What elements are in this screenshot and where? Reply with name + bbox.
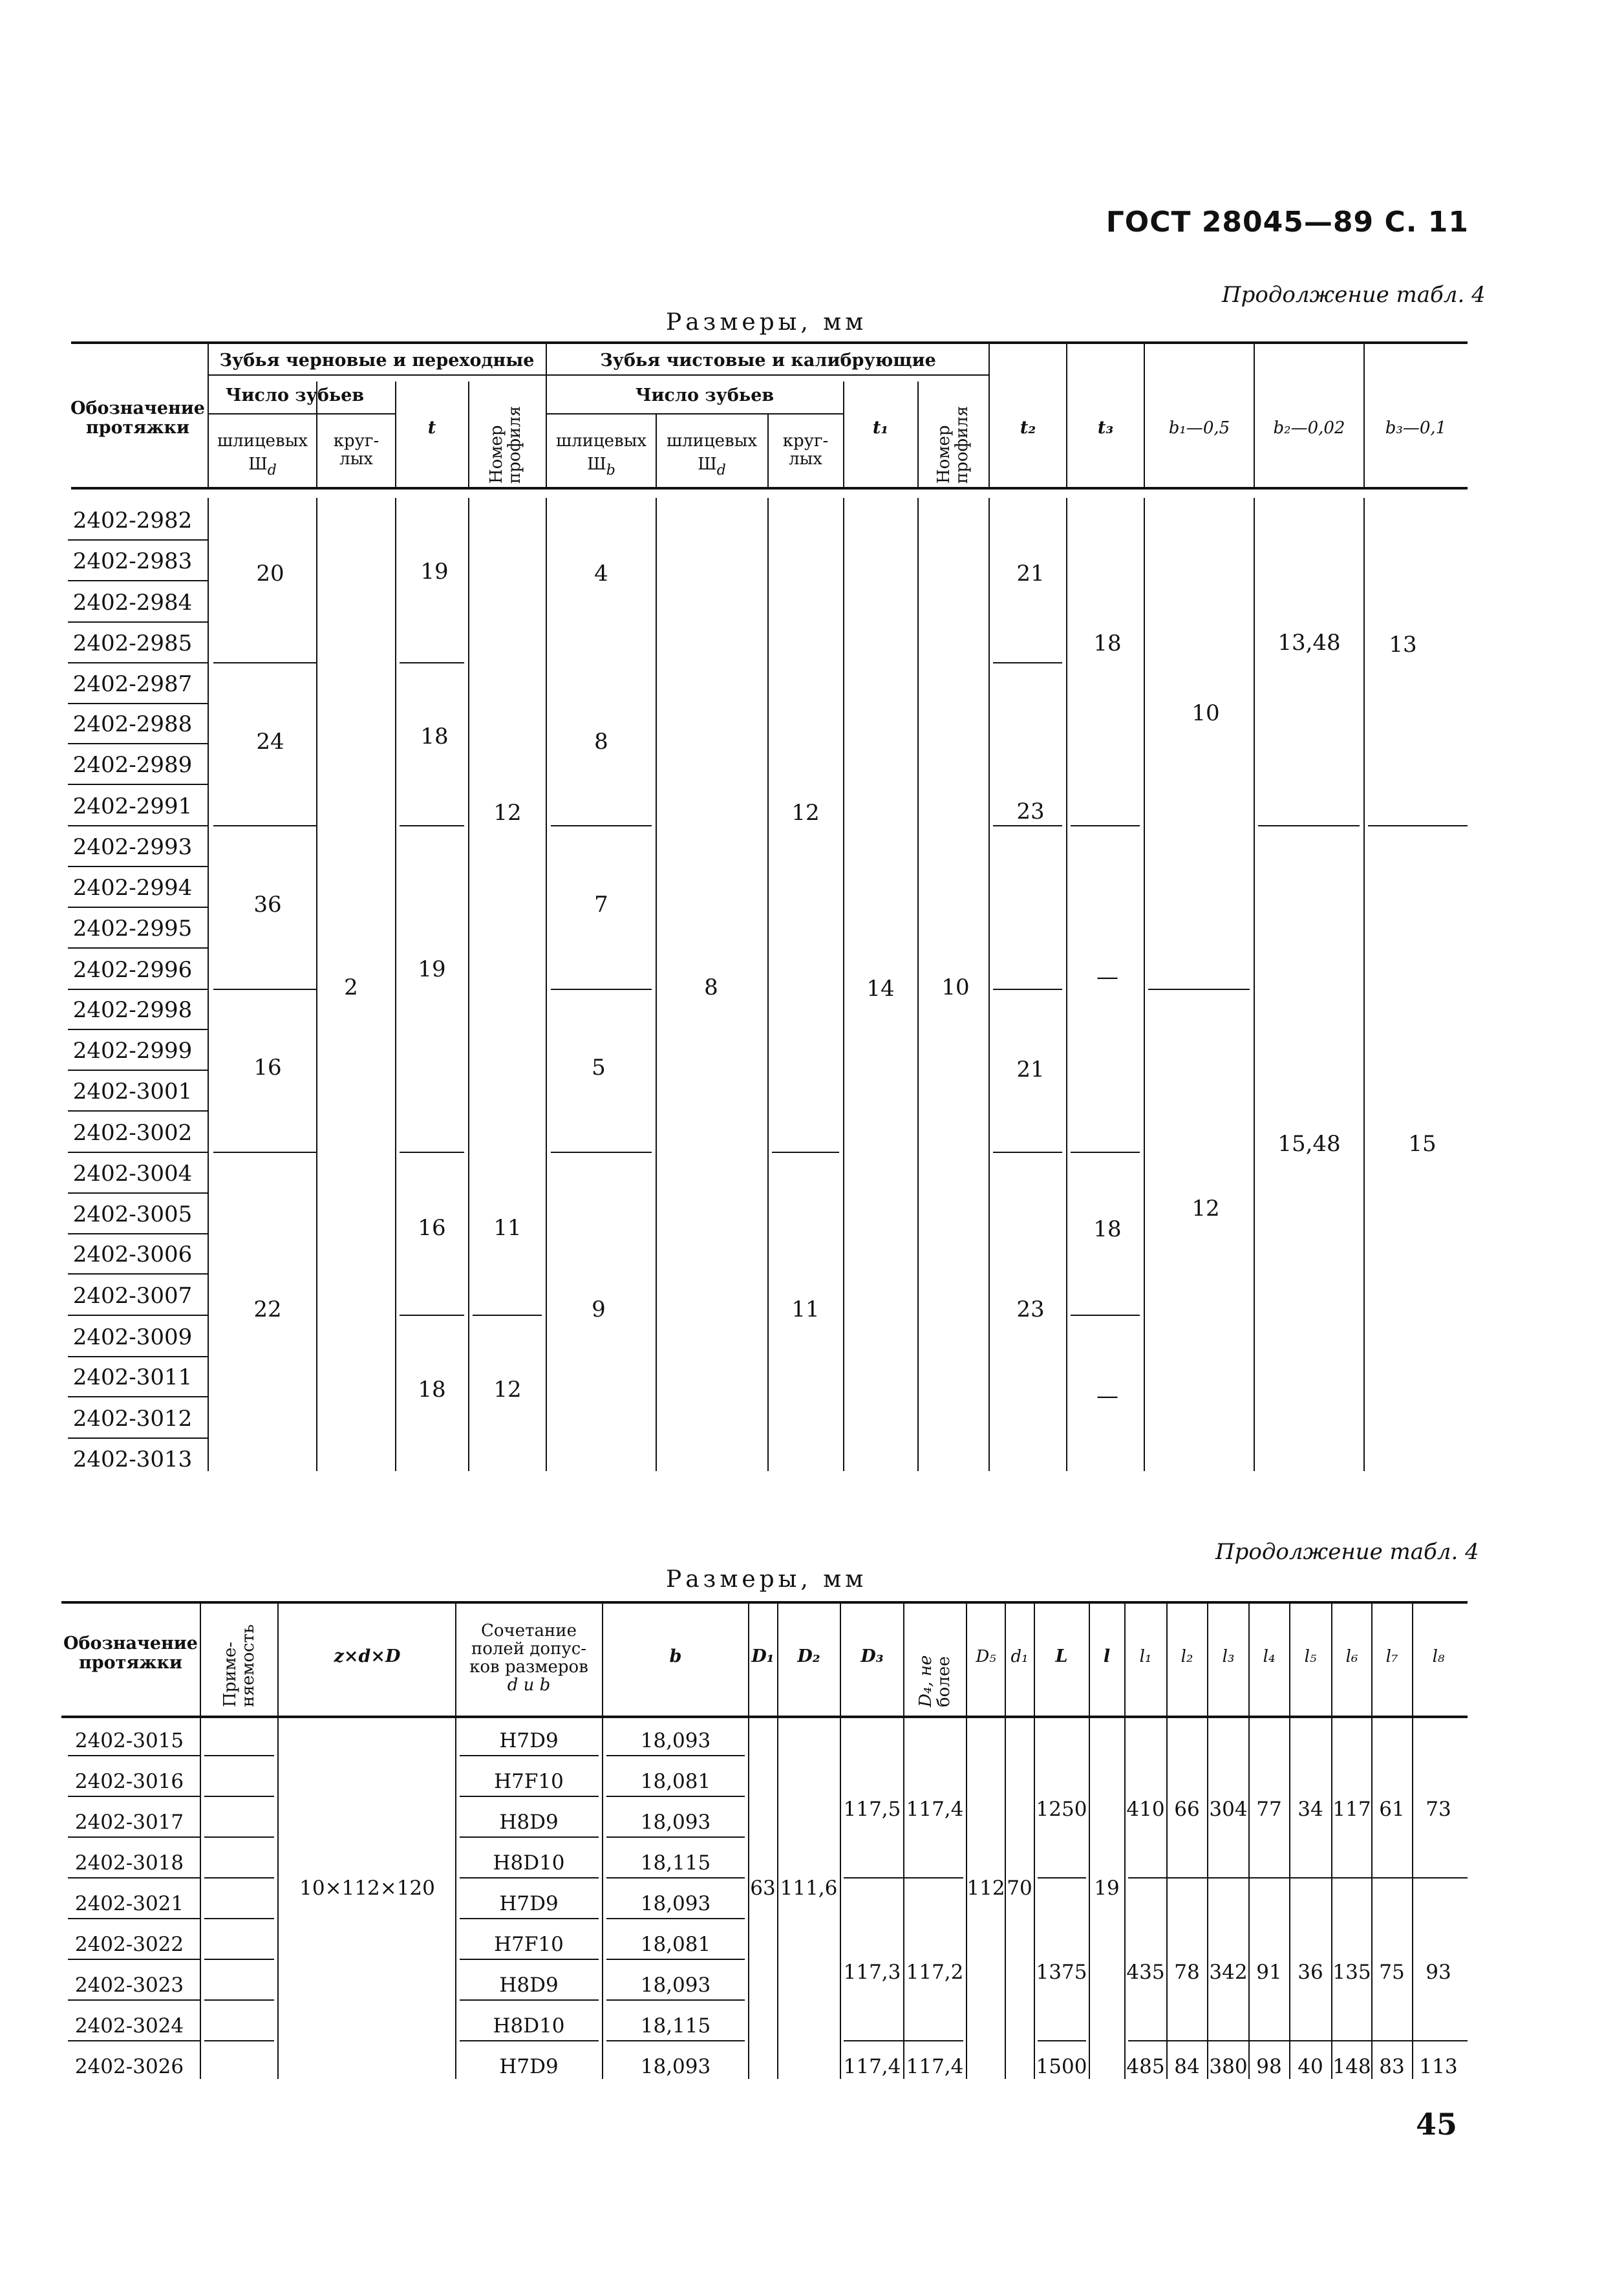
designation-cell: 2402-2988 bbox=[72, 711, 193, 737]
l2-value: 84 bbox=[1174, 2055, 1200, 2078]
col-designation-header-1: Обозначение bbox=[70, 398, 205, 418]
t3-value: 18 bbox=[1093, 1216, 1122, 1242]
designation-cell: 2402-3002 bbox=[72, 1120, 193, 1146]
t2-designation-cell: 2402-3023 bbox=[74, 1974, 184, 1997]
l2-value: 66 bbox=[1174, 1798, 1200, 1821]
D5-value: 112 bbox=[967, 1877, 1005, 1900]
rough-spline-header: шлицевых bbox=[217, 431, 308, 451]
designation-cell: 2402-2994 bbox=[72, 875, 193, 901]
l8-value: 93 bbox=[1426, 1961, 1451, 1984]
designation-cell: 2402-2993 bbox=[72, 834, 193, 860]
finish-spline-d-header: шлицевых bbox=[666, 431, 758, 451]
l4-value: 77 bbox=[1256, 1798, 1282, 1821]
tolerance-cell: H8D9 bbox=[499, 1974, 559, 1997]
t2-header: t₂ bbox=[1020, 418, 1036, 438]
l6-value: 148 bbox=[1332, 2055, 1371, 2078]
t2-designation-cell: 2402-3016 bbox=[74, 1770, 184, 1793]
t1-value: 14 bbox=[866, 976, 895, 1002]
t-value: 18 bbox=[418, 1377, 446, 1403]
finish-round-header-2: лых bbox=[789, 449, 822, 469]
designation-cell: 2402-2987 bbox=[72, 671, 193, 697]
D3-value: 117,5 bbox=[843, 1798, 901, 1821]
t2-designation-cell: 2402-3018 bbox=[74, 1851, 184, 1875]
combo-header-4: d и b bbox=[507, 1675, 551, 1695]
b-value-cell: 18,093 bbox=[640, 1811, 711, 1834]
b-value-cell: 18,093 bbox=[640, 1892, 711, 1915]
b-value-cell: 18,093 bbox=[640, 1974, 711, 1997]
b-value-cell: 18,081 bbox=[640, 1933, 711, 1956]
t2-designation-cell: 2402-3022 bbox=[74, 1933, 184, 1956]
finish-spline-b-value: 5 bbox=[592, 1055, 606, 1081]
l8-header: l₈ bbox=[1432, 1647, 1445, 1666]
rough-spline-value: 22 bbox=[253, 1297, 282, 1322]
t2-value: 21 bbox=[1016, 561, 1045, 587]
L-value: 1500 bbox=[1036, 2055, 1087, 2078]
l2-value: 78 bbox=[1174, 1961, 1200, 1984]
rough-profile-header-2: профиля bbox=[505, 405, 524, 484]
l7-value: 61 bbox=[1379, 1798, 1405, 1821]
l5-header: l₅ bbox=[1304, 1647, 1317, 1666]
L-value: 1250 bbox=[1036, 1798, 1087, 1821]
designation-cell: 2402-3013 bbox=[72, 1447, 193, 1472]
b-value-cell: 18,115 bbox=[640, 2014, 711, 2038]
t-value: 18 bbox=[420, 724, 449, 749]
applicability-header-2: няемость bbox=[239, 1624, 258, 1707]
b-value-cell: 18,093 bbox=[640, 1729, 711, 1752]
finish-profile-value: 10 bbox=[941, 974, 970, 1000]
table2-caption: Размеры, мм bbox=[666, 1566, 868, 1593]
b2-header: b₂—0,02 bbox=[1273, 418, 1345, 438]
finish-round-header-1: круг- bbox=[782, 431, 829, 451]
l1-header: l₁ bbox=[1139, 1647, 1152, 1666]
zdD-header: z×d×D bbox=[334, 1646, 401, 1666]
designation-cell: 2402-2985 bbox=[72, 630, 193, 656]
rough-teeth-count-header: Число зубьев bbox=[225, 385, 365, 405]
rough-round-header-2: лых bbox=[339, 449, 373, 469]
rough-spline-value: 16 bbox=[253, 1055, 282, 1081]
L-header: L bbox=[1055, 1646, 1068, 1666]
t-value: 16 bbox=[418, 1215, 446, 1241]
l1-value: 485 bbox=[1126, 2055, 1165, 2078]
table1-caption: Размеры, мм bbox=[666, 309, 868, 336]
t2-col-designation-header-2: протяжки bbox=[78, 1653, 183, 1673]
D3-header: D₃ bbox=[860, 1646, 884, 1666]
l3-value: 342 bbox=[1209, 1961, 1248, 1984]
tolerance-cell: H7F10 bbox=[494, 1933, 564, 1956]
b-value-cell: 18,081 bbox=[640, 1770, 711, 1793]
designation-cell: 2402-3007 bbox=[72, 1283, 193, 1309]
finish-group-header: Зубья чистовые и калибрующие bbox=[600, 350, 936, 371]
designation-cell: 2402-2995 bbox=[72, 916, 193, 942]
designation-cell: 2402-2999 bbox=[72, 1038, 193, 1064]
page-number: 45 bbox=[1415, 2107, 1457, 2142]
rough-profile-value: 12 bbox=[493, 800, 522, 826]
D4-value: 117,4 bbox=[906, 2055, 964, 2078]
l3-value: 304 bbox=[1209, 1798, 1248, 1821]
combo-header-2: полей допус- bbox=[471, 1639, 587, 1659]
rough-round-header-1: круг- bbox=[333, 431, 379, 451]
d1-value: 70 bbox=[1007, 1877, 1032, 1900]
finish-profile-header-1: Номер bbox=[934, 425, 954, 484]
finish-round-value: 12 bbox=[791, 800, 820, 826]
l7-value: 75 bbox=[1379, 1961, 1405, 1984]
designation-cell: 2402-2983 bbox=[72, 548, 193, 574]
t2-col-designation-header-1: Обозначение bbox=[63, 1633, 198, 1653]
t2-value: 23 bbox=[1016, 1297, 1045, 1322]
designation-cell: 2402-2998 bbox=[72, 997, 193, 1023]
rough-round-value: 2 bbox=[344, 974, 358, 1000]
b-header: b bbox=[669, 1646, 682, 1666]
b-value-cell: 18,093 bbox=[640, 2055, 711, 2078]
finish-round-value: 11 bbox=[791, 1297, 820, 1322]
t-value: 19 bbox=[418, 956, 446, 982]
rough-profile-value: 12 bbox=[493, 1377, 522, 1403]
D3-value: 117,4 bbox=[843, 2055, 901, 2078]
D4-value: 117,4 bbox=[906, 1798, 964, 1821]
l6-value: 117 bbox=[1332, 1798, 1371, 1821]
table2 bbox=[0, 1552, 1624, 2102]
b1-value: 12 bbox=[1191, 1196, 1220, 1222]
rough-profile-value: 11 bbox=[493, 1215, 522, 1241]
finish-teeth-count-header: Число зубьев bbox=[635, 385, 775, 405]
finish-spline-b-header: шлицевых bbox=[555, 431, 647, 451]
l2-header: l₂ bbox=[1181, 1647, 1193, 1666]
t2-designation-cell: 2402-3015 bbox=[74, 1729, 184, 1752]
t1-header: t₁ bbox=[872, 418, 889, 438]
l3-value: 380 bbox=[1209, 2055, 1248, 2078]
tolerance-cell: H7D9 bbox=[499, 1729, 559, 1752]
l3-header: l₃ bbox=[1222, 1647, 1235, 1666]
tolerance-cell: H8D9 bbox=[499, 1811, 559, 1834]
tolerance-cell: H8D10 bbox=[493, 2014, 565, 2038]
finish-spline-b-value: 8 bbox=[594, 729, 608, 755]
tolerance-cell: H7D9 bbox=[499, 1892, 559, 1915]
combo-header-3: ков размеров bbox=[469, 1657, 588, 1677]
t2-designation-cell: 2402-3026 bbox=[74, 2055, 184, 2078]
finish-profile-header-2: профиля bbox=[952, 405, 972, 484]
t-header: t bbox=[427, 418, 436, 438]
finish-spline-b-value: 7 bbox=[594, 892, 608, 918]
b3-value: 13 bbox=[1389, 632, 1417, 658]
table2-continuation: Продолжение табл. 4 bbox=[1215, 1539, 1479, 1565]
designation-cell: 2402-2989 bbox=[72, 752, 193, 778]
l1-value: 410 bbox=[1126, 1798, 1165, 1821]
b1-value: 10 bbox=[1191, 700, 1220, 726]
D2-header: D₂ bbox=[797, 1646, 820, 1666]
rough-spline-value: 20 bbox=[256, 561, 284, 587]
b1-header: b₁—0,5 bbox=[1168, 418, 1230, 438]
t3-header: t₃ bbox=[1097, 418, 1114, 438]
l4-value: 98 bbox=[1256, 2055, 1282, 2078]
l-value: 19 bbox=[1094, 1877, 1120, 1900]
finish-spline-b-sym: $Ш_b$ bbox=[587, 455, 615, 479]
finish-spline-b-value: 4 bbox=[594, 561, 608, 587]
b3-header: b₃—0,1 bbox=[1385, 418, 1447, 438]
l7-value: 83 bbox=[1379, 2055, 1405, 2078]
t3-value: — bbox=[1096, 964, 1118, 990]
tolerance-cell: H7F10 bbox=[494, 1770, 564, 1793]
l5-value: 40 bbox=[1298, 2055, 1323, 2078]
tolerance-cell: H8D10 bbox=[493, 1851, 565, 1875]
combo-header-1: Сочетание bbox=[480, 1621, 577, 1641]
l5-value: 34 bbox=[1298, 1798, 1323, 1821]
designation-cell: 2402-3009 bbox=[72, 1324, 193, 1350]
rough-spline-sym: $Ш_d$ bbox=[248, 455, 277, 479]
finish-spline-b-value: 9 bbox=[592, 1297, 606, 1322]
t3-value: — bbox=[1096, 1383, 1118, 1409]
t3-value: 18 bbox=[1093, 630, 1122, 656]
l6-value: 135 bbox=[1332, 1961, 1371, 1984]
zdD-value: 10×112×120 bbox=[299, 1877, 435, 1900]
rough-spline-value: 36 bbox=[253, 892, 282, 918]
D1-header: D₁ bbox=[751, 1646, 775, 1666]
D1-value: 63 bbox=[750, 1877, 776, 1900]
b3-value: 15 bbox=[1408, 1131, 1437, 1157]
D4-value: 117,2 bbox=[906, 1961, 964, 1984]
designation-cell: 2402-2991 bbox=[72, 793, 193, 819]
l4-value: 91 bbox=[1256, 1961, 1282, 1984]
l5-value: 36 bbox=[1298, 1961, 1323, 1984]
designation-cell: 2402-3001 bbox=[72, 1079, 193, 1104]
designation-cell: 2402-3004 bbox=[72, 1161, 193, 1187]
l-header: l bbox=[1103, 1646, 1111, 1666]
designation-cell: 2402-2982 bbox=[72, 508, 193, 533]
D5-header: D₅ bbox=[976, 1647, 996, 1666]
t2-value: 21 bbox=[1016, 1057, 1045, 1082]
D2-value: 111,6 bbox=[780, 1877, 838, 1900]
applicability-header-1: Приме- bbox=[220, 1641, 240, 1707]
l7-header: l₇ bbox=[1385, 1647, 1398, 1666]
designation-cell: 2402-2996 bbox=[72, 957, 193, 983]
d1-header: d₁ bbox=[1010, 1647, 1029, 1666]
b2-value: 13,48 bbox=[1277, 630, 1341, 656]
D4-header-1: D₄, не bbox=[916, 1655, 935, 1707]
L-value: 1375 bbox=[1036, 1961, 1087, 1984]
l8-value: 113 bbox=[1419, 2055, 1458, 2078]
finish-spline-d-sym: $Ш_d$ bbox=[698, 455, 726, 479]
t-value: 19 bbox=[420, 559, 449, 585]
table1-continuation: Продолжение табл. 4 bbox=[1222, 282, 1486, 308]
l1-value: 435 bbox=[1126, 1961, 1165, 1984]
designation-cell: 2402-3005 bbox=[72, 1201, 193, 1227]
designation-cell: 2402-2984 bbox=[72, 590, 193, 616]
designation-cell: 2402-3006 bbox=[72, 1242, 193, 1267]
col-designation-header-2: протяжки bbox=[85, 418, 190, 438]
rough-profile-header-1: Номер bbox=[487, 425, 506, 484]
l4-header: l₄ bbox=[1263, 1647, 1276, 1666]
D4-header-2: более bbox=[934, 1656, 954, 1707]
designation-cell: 2402-3011 bbox=[72, 1364, 193, 1390]
rough-group-header: Зубья черновые и переходные bbox=[219, 350, 535, 371]
rough-spline-value: 24 bbox=[256, 729, 284, 755]
t2-value: 23 bbox=[1016, 799, 1045, 824]
b2-value: 15,48 bbox=[1277, 1131, 1341, 1157]
finish-spline-d-value: 8 bbox=[704, 974, 718, 1000]
document-header: ГОСТ 28045—89 С. 11 bbox=[1106, 206, 1469, 239]
D3-value: 117,3 bbox=[843, 1961, 901, 1984]
t2-designation-cell: 2402-3017 bbox=[74, 1811, 184, 1834]
t2-designation-cell: 2402-3024 bbox=[74, 2014, 184, 2038]
designation-cell: 2402-3012 bbox=[72, 1406, 193, 1432]
t2-designation-cell: 2402-3021 bbox=[74, 1892, 184, 1915]
b-value-cell: 18,115 bbox=[640, 1851, 711, 1875]
l6-header: l₆ bbox=[1345, 1647, 1358, 1666]
tolerance-cell: H7D9 bbox=[499, 2055, 559, 2078]
l8-value: 73 bbox=[1426, 1798, 1451, 1821]
